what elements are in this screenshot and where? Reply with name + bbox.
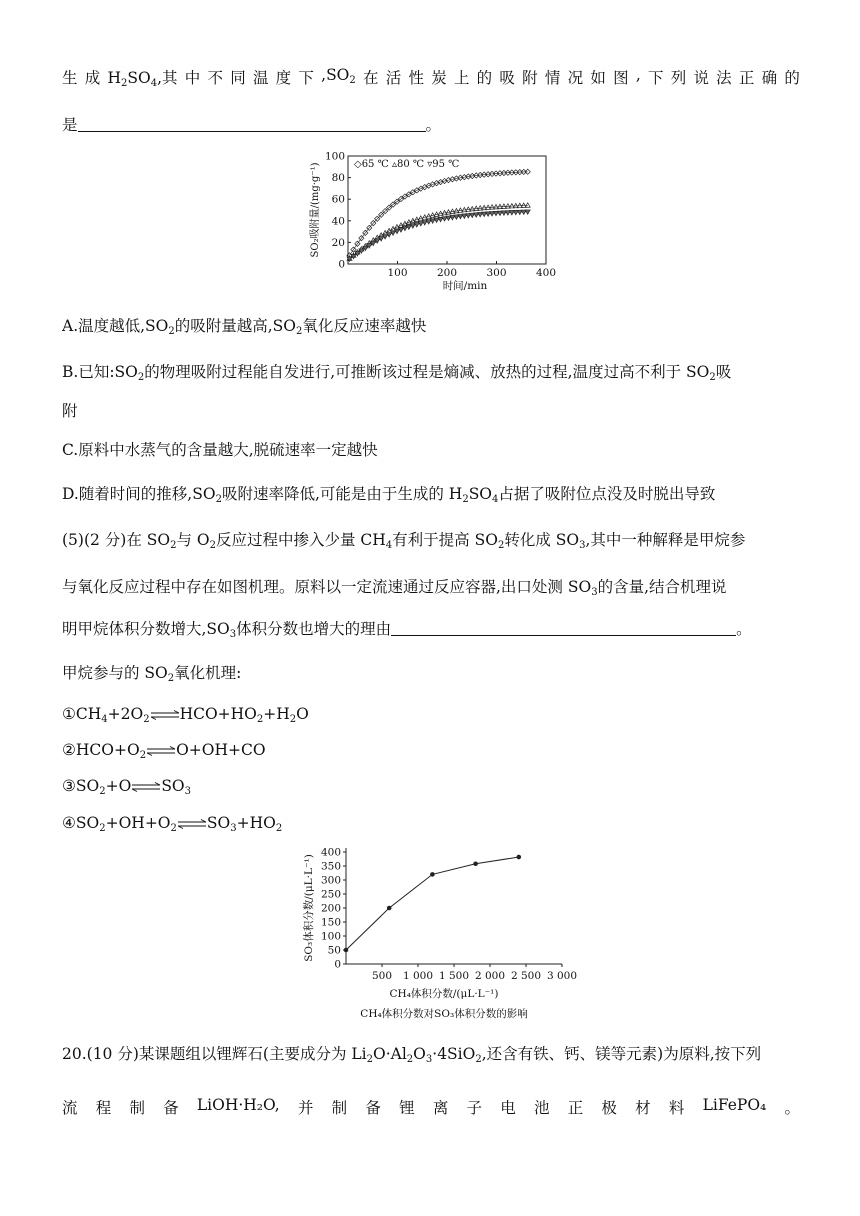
- reaction-4: $④SO_2+OH+O_2$ $SO_3+HO_2$: [62, 814, 283, 834]
- adsorption-chart: [298, 148, 568, 300]
- option-b-continued: 附: [62, 402, 78, 420]
- y-tick-label: 100: [320, 930, 341, 943]
- reaction-2: $②HCO+O_2$ O+OH+CO: [62, 741, 266, 761]
- y-tick-label: 60: [331, 193, 345, 206]
- text-token: 备: [365, 1099, 381, 1117]
- formula-so2: $,SO_2$: [321, 66, 356, 86]
- text-token: 离: [432, 1099, 449, 1117]
- x-axis-label: CH₄体积分数/(μL·L⁻¹): [389, 988, 499, 1000]
- data-point: [525, 203, 530, 207]
- text-char: 性: [408, 69, 424, 87]
- text-token: 电: [500, 1099, 516, 1117]
- y-tick-label: 150: [320, 916, 341, 929]
- x-tick-label: 100: [387, 267, 408, 279]
- x-tick-label: 1 500: [438, 970, 470, 982]
- equilibrium-arrow-icon: [131, 782, 161, 792]
- text-char: 下: [647, 69, 664, 87]
- text-token: 流: [62, 1099, 78, 1117]
- y-tick-label: 300: [320, 874, 341, 887]
- data-point: [431, 873, 435, 877]
- y-axis-label: SO₂吸附量/(mg·g⁻¹): [310, 162, 321, 258]
- text-char: 成: [84, 69, 101, 87]
- text-token: 备: [163, 1099, 179, 1117]
- text-char: 上: [453, 69, 470, 87]
- question-5-line-1: (5)(2 分)在 $SO_2$与 $O_2$反应过程中掺入少量 $CH_4$有利于提高 $SO_2$转化成 $SO_3$,其中一种解释是甲烷参: [62, 531, 746, 551]
- y-tick-label: 20: [331, 236, 345, 249]
- question-5-line-2: 与氧化反应过程中存在如图机理。原料以一定流速通过反应容器,出口处测 $SO_3$的含量,结合机理说: [62, 578, 727, 598]
- equilibrium-arrow-icon: [146, 746, 176, 756]
- question-text-line-2: [62, 113, 441, 135]
- text-char: 图: [613, 69, 629, 87]
- answer-blank-5[interactable]: [391, 619, 736, 636]
- text-token: 正: [567, 1099, 584, 1117]
- text-char: 说: [693, 69, 709, 87]
- data-point: [344, 948, 348, 952]
- equilibrium-arrow-icon: [150, 710, 180, 720]
- text-char: 列: [670, 69, 687, 87]
- answer-blank[interactable]: [78, 115, 426, 132]
- y-tick-label: 350: [320, 860, 341, 873]
- text-char: 如: [590, 69, 606, 87]
- text-char: 同: [230, 69, 246, 87]
- y-tick-label: 250: [320, 888, 341, 901]
- text-token: 程: [95, 1099, 112, 1117]
- text-char: 正: [738, 69, 755, 87]
- x-axis-label: 时间/min: [442, 280, 488, 292]
- y-tick-label: 80: [331, 172, 345, 185]
- text-char: 的: [784, 69, 800, 87]
- text-char: 生: [62, 69, 78, 87]
- text-char: 度: [275, 69, 292, 87]
- equilibrium-arrow-icon: [177, 819, 207, 829]
- text-char: 炭: [431, 69, 447, 87]
- series-line: [346, 857, 519, 950]
- x-tick-label: 1 000: [402, 970, 434, 982]
- text-token: 极: [601, 1099, 617, 1117]
- x-tick-label: 300: [486, 267, 507, 279]
- y-tick-label: 50: [327, 944, 341, 957]
- x-tick-label: 3 000: [546, 970, 578, 982]
- so3-ch4-chart: [296, 842, 586, 1024]
- x-tick-label: 400: [535, 267, 557, 279]
- text-start: 是: [62, 116, 78, 134]
- option-a: A.温度越低$,SO_2$的吸附量越高$,SO_2$氧化反应速率越快: [62, 317, 427, 337]
- text-char: 在: [363, 69, 379, 87]
- data-point: [387, 906, 391, 910]
- text-token: 。: [784, 1099, 800, 1117]
- text-token: LiOH·H₂O,: [196, 1096, 280, 1114]
- text-char: 不: [207, 69, 223, 87]
- option-b: B.已知$:SO_2$的物理吸附过程能自发进行,可推断该过程是熵减、放热的过程,温度过高不利于 $SO_2$吸: [62, 363, 732, 383]
- text-token: 子: [466, 1099, 483, 1117]
- x-tick-label: 2 500: [510, 970, 542, 982]
- question-5-line-3: 明甲烷体积分数增大$,SO_3$体积分数也增大的理由 。: [62, 620, 752, 640]
- y-tick-label: 40: [331, 215, 345, 228]
- chart-caption: CH₄体积分数对SO₃体积分数的影响: [360, 1008, 528, 1020]
- data-point: [525, 210, 530, 214]
- question-20-line-1: 20.(10 分)某课题组以锂辉石(主要成分为 $Li_2O\cdot Al_2O_3\cdot 4SiO_2$,还含有铁、钙、镁等元素)为原料,按下列: [62, 1045, 762, 1065]
- text-token: 材: [635, 1099, 651, 1117]
- x-tick-label: 2 000: [474, 970, 506, 982]
- y-axis-label: SO₃体积分数/(μL·L⁻¹): [303, 854, 315, 962]
- text-char: 法: [716, 69, 732, 87]
- y-tick-label: 100: [324, 150, 345, 163]
- text-token: 制: [331, 1099, 348, 1117]
- text-char: 况: [567, 69, 584, 87]
- option-c: C.原料中水蒸气的含量越大,脱硫速率一定越快: [62, 441, 378, 459]
- x-tick-label: 500: [371, 970, 393, 982]
- text-char: 附: [522, 69, 538, 87]
- text-token: 料: [668, 1099, 685, 1117]
- text-char: 情: [544, 69, 561, 87]
- question-text-line-1: [62, 66, 800, 88]
- text-char: 活: [385, 69, 402, 87]
- data-point: [474, 862, 478, 866]
- text-char: 中: [184, 69, 201, 87]
- text-token: 锂: [399, 1099, 415, 1117]
- formula-h2so4: $H_2SO_4$,其: [107, 69, 178, 89]
- text-token: 池: [533, 1099, 550, 1117]
- text-token: LiFePO₄: [702, 1096, 767, 1114]
- x-tick-label: 200: [436, 267, 458, 279]
- text-char: 吸: [499, 69, 515, 87]
- y-tick-label: 0: [334, 958, 341, 971]
- legend: ◇65 ℃ ▵80 ℃ ▿95 ℃: [354, 159, 460, 170]
- text-char: 确: [761, 69, 778, 87]
- option-d: D.随着时间的推移$,SO_2$吸附速率降低,可能是由于生成的 $H_2SO_4$占据了吸附位点没及时脱出导致: [62, 485, 716, 505]
- text-char: 下: [298, 69, 314, 87]
- text-char: 的: [476, 69, 493, 87]
- text-token: 制: [129, 1099, 145, 1117]
- text-end: 。: [425, 116, 442, 134]
- text-char: ,: [635, 66, 641, 84]
- text-token: 并: [297, 1099, 314, 1117]
- reaction-1: $①CH_4+2O_2$ $HCO+HO_2+H_2O$: [62, 705, 309, 725]
- y-tick-label: 400: [320, 846, 341, 859]
- y-tick-label: 200: [320, 902, 341, 915]
- y-tick-label: 0: [338, 258, 345, 271]
- question-20-line-2: [62, 1096, 800, 1118]
- data-point: [517, 855, 521, 859]
- reaction-3: $③SO_2+O$ $SO_3$: [62, 777, 192, 797]
- mechanism-title: 甲烷参与的 $SO_2$氧化机理:: [62, 664, 242, 684]
- text-char: 温: [252, 69, 269, 87]
